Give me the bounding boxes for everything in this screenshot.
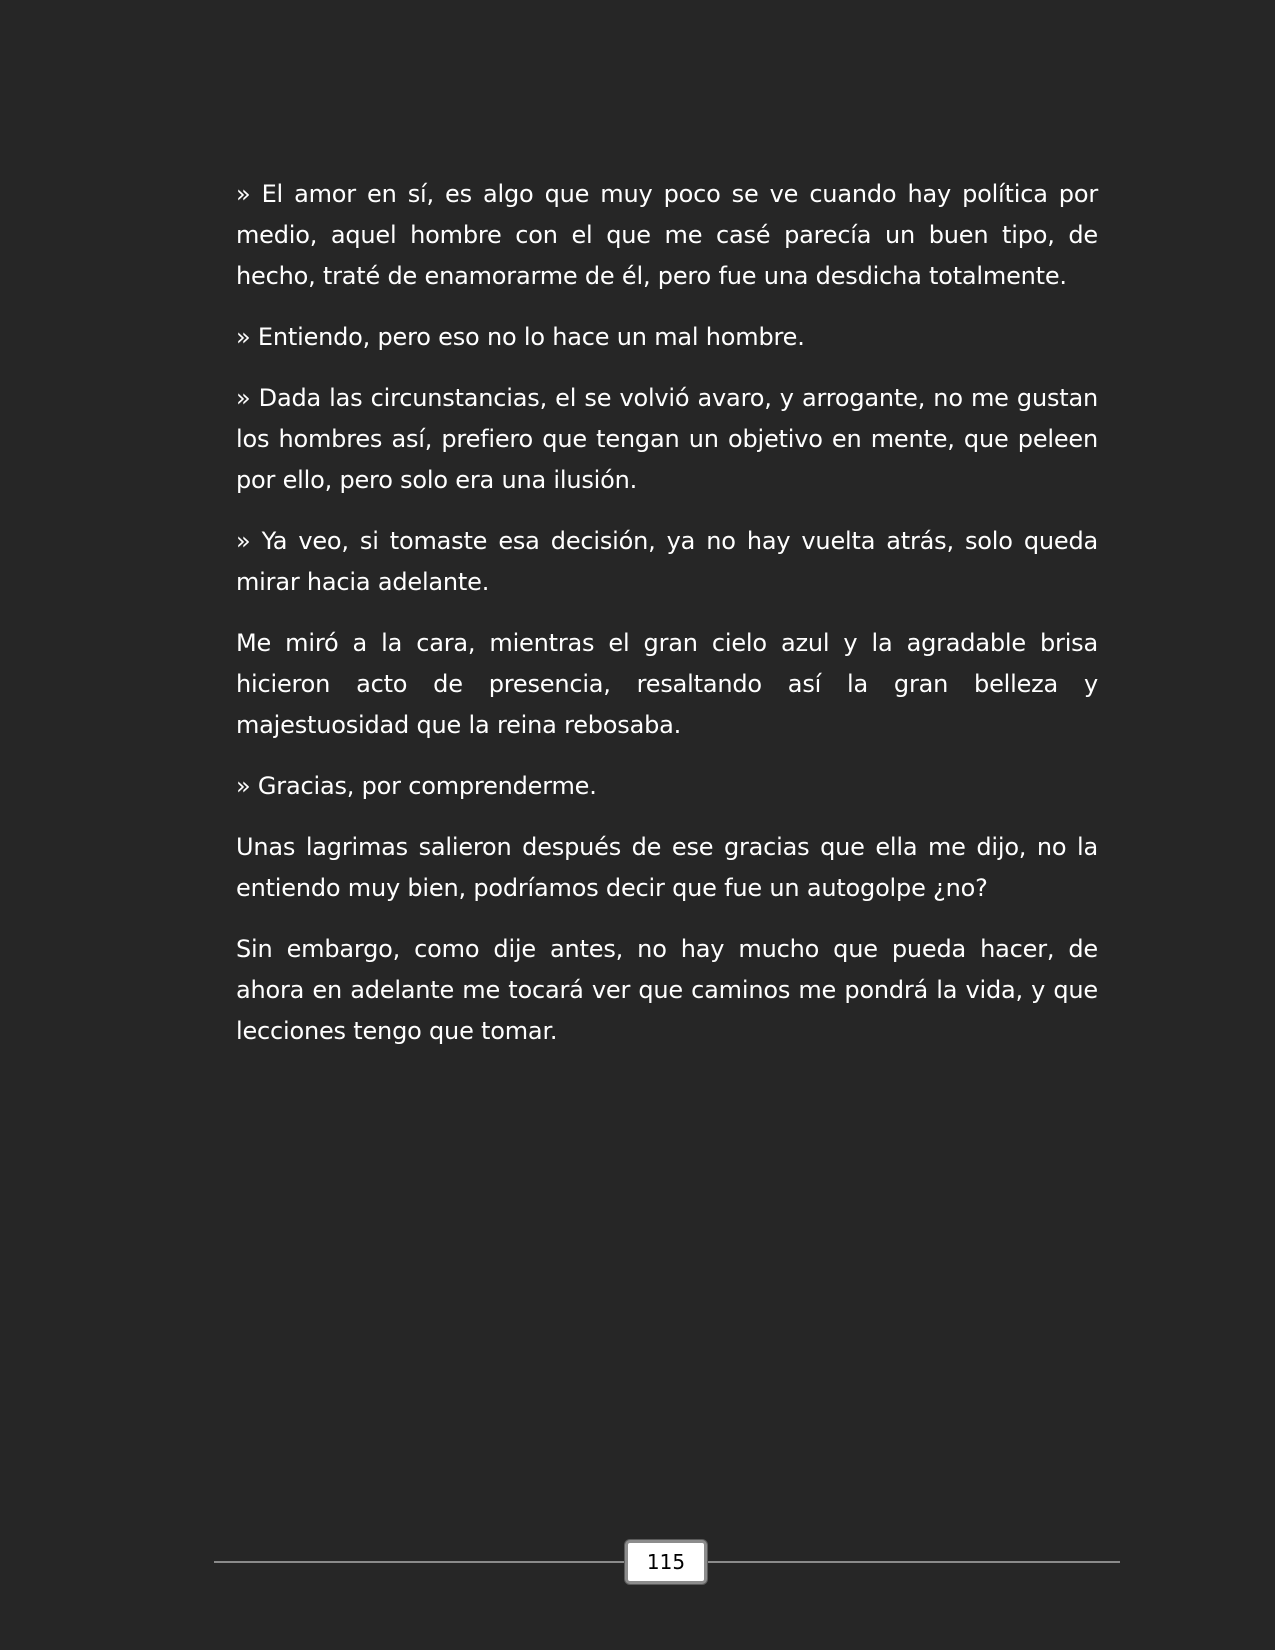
paragraph: » Ya veo, si tomaste esa decisión, ya no hay vuelta atrás, solo queda mirar hacia adelante. [236, 527, 1098, 596]
paragraph: Me miró a la cara, mientras el gran cielo azul y la agradable brisa hicieron acto de presencia, resaltando así la gran belleza y majestuosidad que la reina rebosaba. [236, 629, 1098, 739]
paragraph: » Entiendo, pero eso no lo hace un mal hombre. [236, 323, 805, 351]
page-footer [214, 1540, 1120, 1584]
paragraph: » Gracias, por comprenderme. [236, 772, 597, 800]
page-number-badge [625, 1540, 707, 1584]
paragraph: » El amor en sí, es algo que muy poco se ve cuando hay política por medio, aquel hombre con el que me casé parecía un buen tipo, de hecho, traté de enamorarme de él, pero fue una desdicha totalmente. [236, 180, 1098, 290]
paragraph: Unas lagrimas salieron después de ese gracias que ella me dijo, no la entiendo muy bien, podríamos decir que fue un autogolpe ¿no? [236, 833, 1098, 902]
paragraph: Sin embargo, como dije antes, no hay mucho que pueda hacer, de ahora en adelante me tocará ver que caminos me pondrá la vida, y que lecciones tengo que tomar. [236, 935, 1098, 1045]
paragraph: » Dada las circunstancias, el se volvió avaro, y arrogante, no me gustan los hombres así, prefiero que tengan un objetivo en mente, que peleen por ello, pero solo era una ilusión. [236, 384, 1098, 494]
page-number: 115 [646, 1550, 686, 1574]
page-body-text [236, 174, 1098, 1072]
